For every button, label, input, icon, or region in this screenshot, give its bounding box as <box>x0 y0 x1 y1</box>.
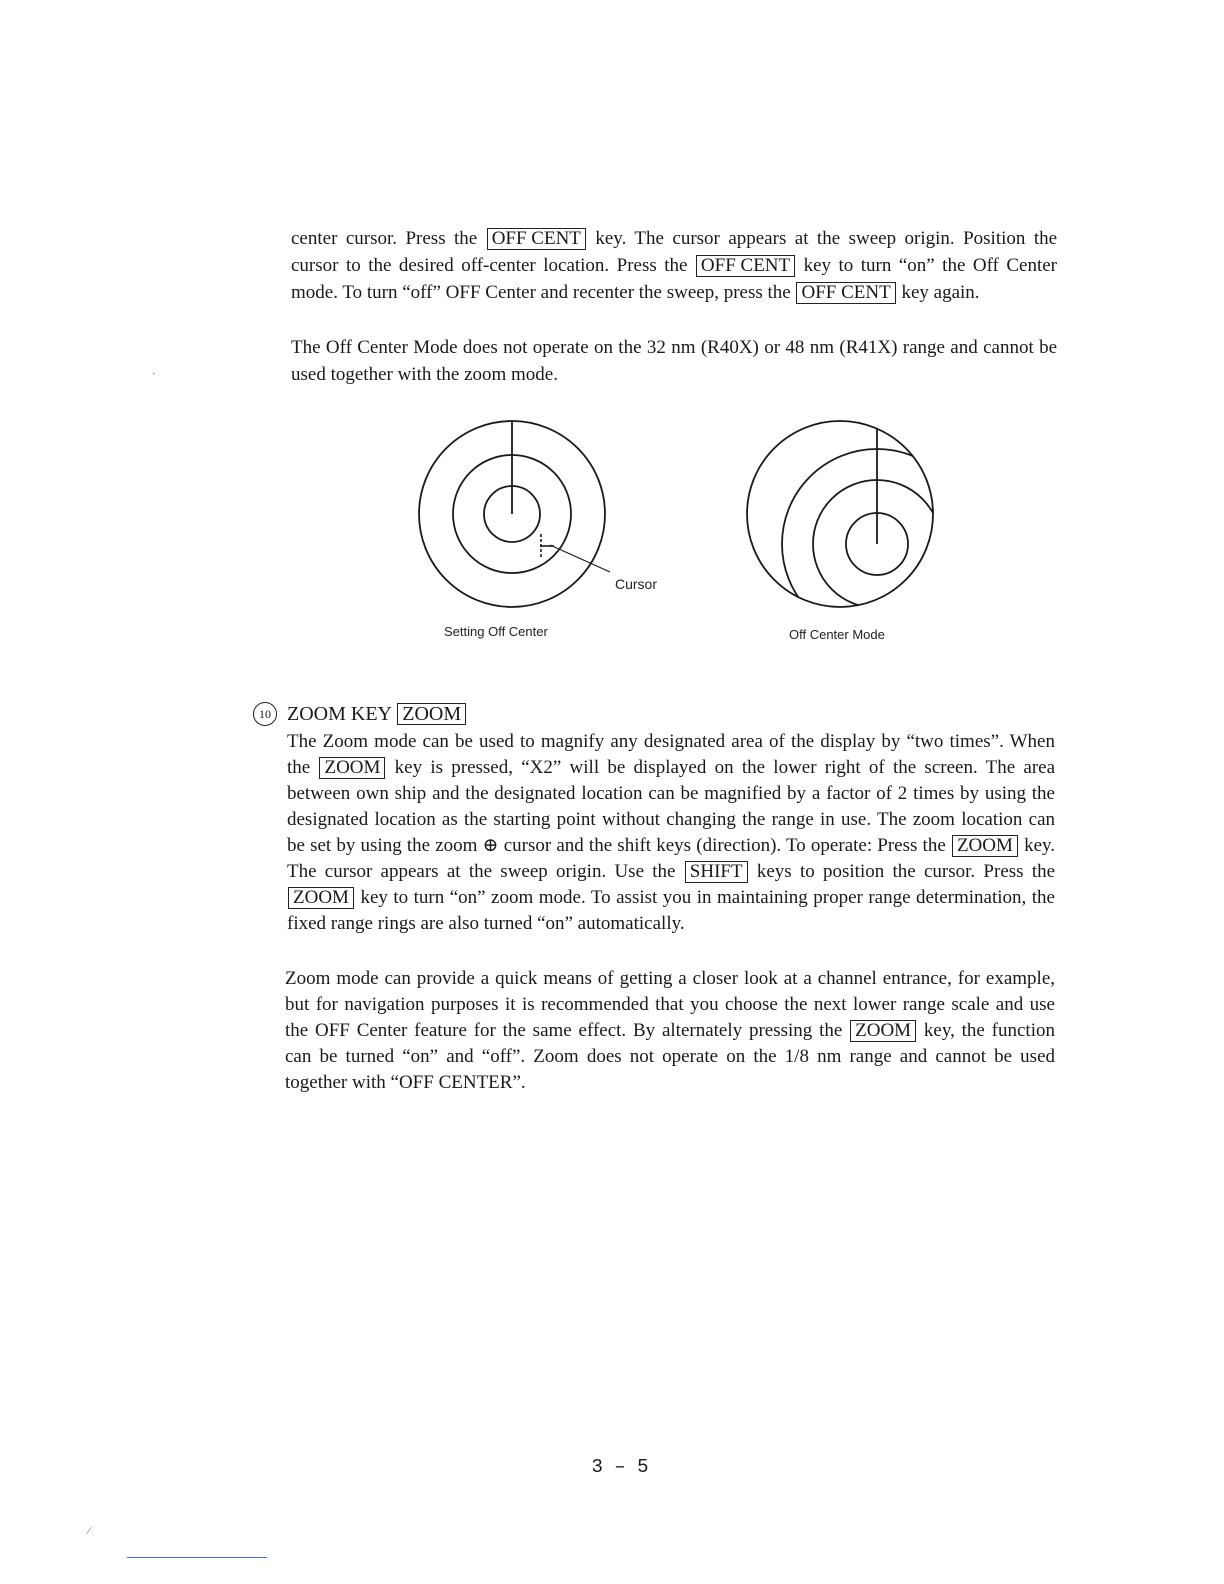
setting-off-center-caption: Setting Off Center <box>444 624 548 639</box>
cursor-pointer-line <box>550 545 610 572</box>
text-run: The Zoom mode can be used to magnify any designated area of the display by “two times”. When the <box>287 731 1055 778</box>
cursor-cross-icon <box>540 534 554 558</box>
off-center-mode-caption: Off Center Mode <box>789 627 885 642</box>
text-run: key again. <box>901 282 980 303</box>
paragraph-zoom-usage <box>285 966 1055 1096</box>
zoom-key-label: ZOOM <box>397 703 466 725</box>
screen-boundary <box>747 421 933 607</box>
off-cent-key-label: OFF CENT <box>696 255 795 277</box>
text-run: key, the function can be turned “on” and “off”. Zoom does not operate on the 1/8 nm range and cannot be used together with “OFF CENTER”. <box>285 1020 1055 1093</box>
page-number: 3 – 5 <box>591 1456 649 1478</box>
text-run: Zoom mode can provide a quick means of getting a closer look at a channel entrance, for example, but for navigation purposes it is recommended that you choose the next lower range scale and use the OFF Center feature for the same effect. By alternately pressing the <box>285 968 1055 1041</box>
zoom-key-label: ZOOM <box>952 835 1018 857</box>
zoom-key-label: ZOOM <box>288 887 354 909</box>
text-run: key to turn “on” zoom mode. To assist you in maintaining proper range determination, the fixed range rings are also turned “on” automatically. <box>287 887 1055 934</box>
off-cent-key-label: OFF CENT <box>487 228 586 250</box>
off-cent-key-label: OFF CENT <box>796 282 895 304</box>
shift-key-label: SHIFT <box>685 861 748 883</box>
zoom-key-heading <box>253 702 467 726</box>
text-run: center cursor. Press the <box>291 228 478 249</box>
section-number-badge: 10 <box>253 702 277 726</box>
text-run: key is pressed, “X2” will be displayed on the lower right of the screen. The area between own ship and the designated location can be magnified by a factor of 2 times by using the designated location as the starting point without changing the range in use. The zoom location can be set by using the zoom ⊕ cursor and the shift keys (direction). To operate: Press the <box>287 757 1056 856</box>
section-title: ZOOM KEY <box>287 703 392 725</box>
text-run: key. The cursor appears at the sweep origin. Use the <box>287 835 1056 882</box>
paragraph-off-center-limits: The Off Center Mode does not operate on the 32 nm (R40X) or 48 nm (R41X) range and cannot be used together with the zoom mode. <box>291 337 1057 385</box>
paragraph-zoom-description <box>287 729 1055 937</box>
scan-mark: ⁄ <box>88 1525 90 1537</box>
zoom-key-label: ZOOM <box>850 1020 916 1042</box>
zoom-key-label: ZOOM <box>319 757 385 779</box>
scan-dot-mark: · <box>152 368 156 380</box>
text-run: keys to position the cursor. Press the <box>756 861 1056 882</box>
cursor-label: Cursor <box>615 576 658 592</box>
off-center-mode-diagram <box>740 414 950 614</box>
text-run: key. The cursor appears at the sweep origin. Position the cursor to the desired off-center location. Press the <box>291 228 1058 276</box>
text-run: key to turn “on” the Off Center mode. To turn “off” OFF Center and recenter the sweep, press the <box>291 255 1057 303</box>
paragraph-off-center-instructions <box>291 225 1057 306</box>
footer-rule <box>127 1557 267 1558</box>
